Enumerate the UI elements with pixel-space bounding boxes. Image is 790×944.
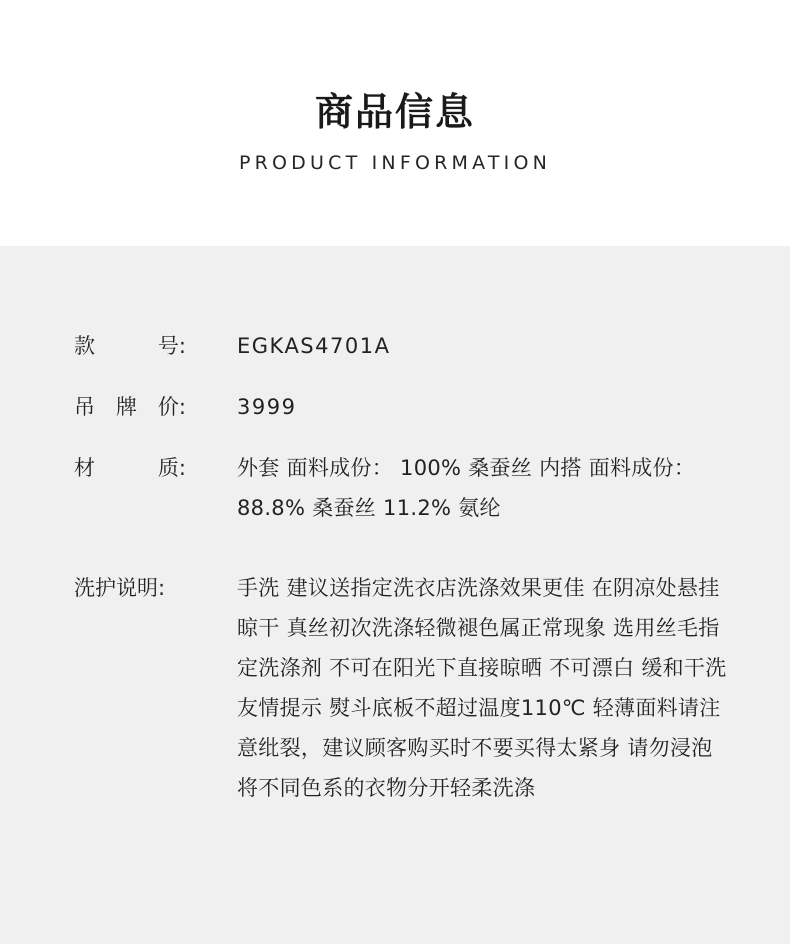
- style-number-label-part: 号:: [157, 334, 186, 358]
- material-label: [74, 448, 186, 488]
- page-subtitle: PRODUCT INFORMATION: [238, 152, 552, 174]
- style-number-label-part: 款: [74, 334, 95, 358]
- material-value: 外套 面料成份： 100% 桑蚕丝 内搭 面料成份： 88.8% 桑蚕丝 11.2% 氨纶: [237, 456, 696, 520]
- tag-price-label-part: 吊: [74, 395, 95, 419]
- product-info-panel: [0, 246, 790, 944]
- tag-price-label: [74, 387, 186, 427]
- tag-price-label-part: 价:: [157, 395, 186, 419]
- care-instructions-label: 洗护说明:: [74, 576, 166, 600]
- tag-price-label-part: 牌: [115, 395, 137, 419]
- material-label-part: 质:: [157, 456, 186, 480]
- product-info-header: [0, 0, 790, 246]
- style-number-label: [74, 326, 186, 366]
- care-instructions-value: 手洗 建议送指定洗衣店洗涤效果更佳 在阴凉处悬挂晾干 真丝初次洗涤轻微褪色属正常现象 选用丝毛指定洗涤剂 不可在阳光下直接晾晒 不可漂白 缓和干洗 友情提示 熨斗底板不超过温度110℃ 轻薄面料请注意纰裂，建议顾客购买时不要买得太紧身 请勿浸泡 将不同色系的衣物分开轻柔洗涤: [237, 576, 727, 800]
- style-number-value: EGKAS4701A: [237, 334, 391, 358]
- page-title: 商品信息: [314, 90, 475, 134]
- tag-price-value: 3999: [237, 395, 297, 419]
- material-label-part: 材: [74, 456, 95, 480]
